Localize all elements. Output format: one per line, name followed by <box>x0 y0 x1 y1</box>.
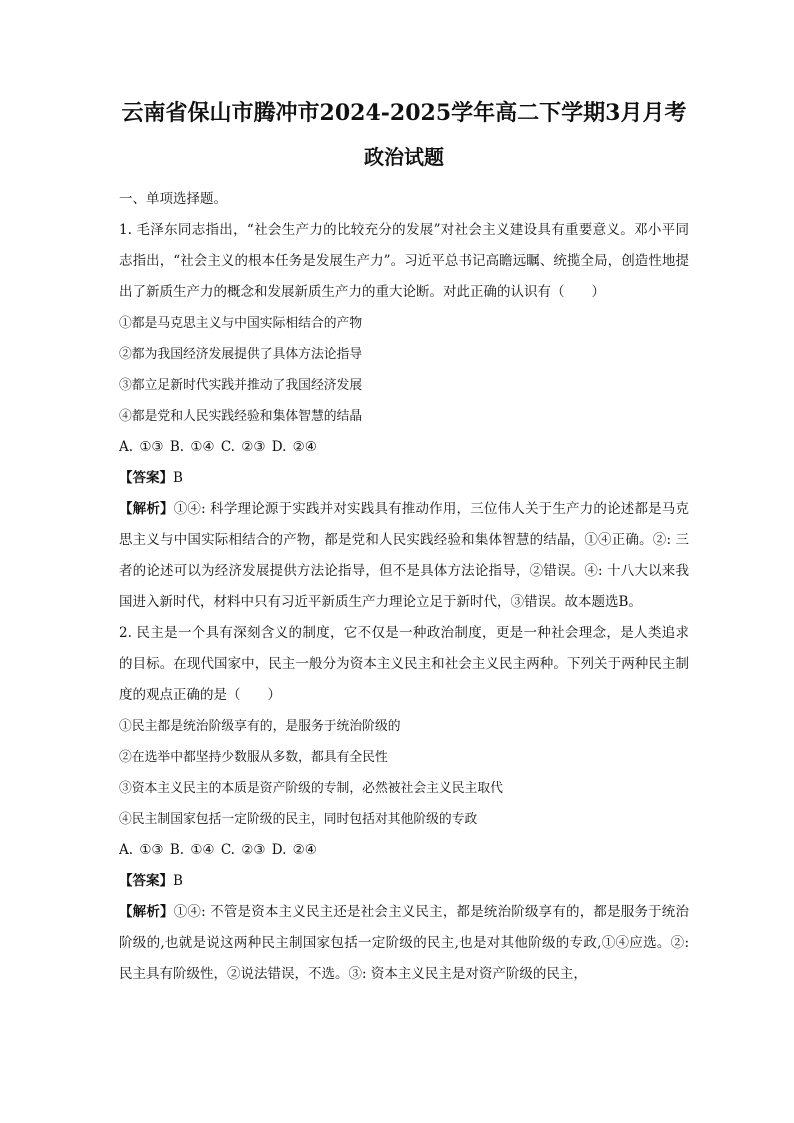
document-page <box>119 92 689 990</box>
analysis-tag: 【解析】 <box>119 501 174 517</box>
answer-choices: A. ①③ B. ①④ C. ②③ D. ②④ <box>119 439 317 455</box>
option-2: ②在选举中都坚持少数服从多数，都具有全民性 <box>119 750 388 765</box>
analysis-tag: 【解析】 <box>119 904 174 920</box>
answer-choices: A. ①③ B. ①④ C. ②③ D. ②④ <box>119 842 317 858</box>
option-4: ④民主制国家包括一定阶级的民主，同时包括对其他阶级的专政 <box>119 812 478 827</box>
option-4: ④都是党和人民实践经验和集体智慧的结晶 <box>119 409 363 424</box>
answer-line <box>119 866 689 897</box>
analysis-text: ①④: 科学理论源于实践并对实践具有推动作用，三位伟人关于生产力的论述都是马克思主义与中国实际相结合的产物，都是党和人民实践经验和集体智慧的结晶，①④正确。②: 三者的论述可以为经济发展提供方法论指导，但不是具体方法论指导，②错误。④: 十八大以来我国进入新时代，材料中只有习近平新质生产力理论立足于新时代，③错误。故本题选B。 <box>119 501 689 610</box>
option-1: ①都是马克思主义与中国实际相结合的产物 <box>119 316 363 331</box>
option-2: ②都为我国经济发展提供了具体方法论指导 <box>119 347 363 362</box>
answer-line <box>119 463 689 494</box>
question-stem: 2. 民主是一个具有深刻含义的制度，它不仅是一种政治制度，更是一种社会理念，是人类追求的目标。在现代国家中，民主一般分为资本主义民主和社会主义民主两种。下列关于两种民主制度的观点正确的是（ ） <box>119 625 689 703</box>
answer-value: B <box>173 470 183 486</box>
option-1: ①民主都是统治阶级享有的，是服务于统治阶级的 <box>119 719 401 734</box>
analysis-paragraph <box>119 897 689 990</box>
answer-tag: 【答案】 <box>119 470 173 486</box>
answer-tag: 【答案】 <box>119 873 173 889</box>
question-1 <box>119 215 689 618</box>
exam-title: 云南省保山市腾冲市2024-2025学年高二下学期3月月考 <box>121 100 687 126</box>
question-stem: 1. 毛泽东同志指出，“社会生产力的比较充分的发展”对社会主义建设具有重要意义。邓小平同志指出，“社会主义的根本任务是发展生产力”。习近平总书记高瞻远瞩、统揽全局，创造性地提出了新质生产力的概念和发展新质生产力的重大论断。对此正确的认识有（ ） <box>119 222 689 300</box>
question-2 <box>119 618 689 990</box>
exam-subtitle: 政治试题 <box>364 145 444 169</box>
option-3: ③资本主义民主的本质是资产阶级的专制，必然被社会主义民主取代 <box>119 781 503 796</box>
analysis-paragraph <box>119 494 689 618</box>
section-heading: 一、单项选择题。 <box>119 191 227 207</box>
option-3: ③都立足新时代实践并推动了我国经济发展 <box>119 378 363 393</box>
analysis-text: ①④: 不管是资本主义民主还是社会主义民主，都是统治阶级享有的，都是服务于统治阶级的,也就是说这两种民主制国家包括一定阶级的民主,也是对其他阶级的专政,①④应选。②: 民主具有阶级性，②说法错误，不选。③: 资本主义民主是对资产阶级的民主， <box>119 904 689 982</box>
answer-value: B <box>173 873 183 889</box>
